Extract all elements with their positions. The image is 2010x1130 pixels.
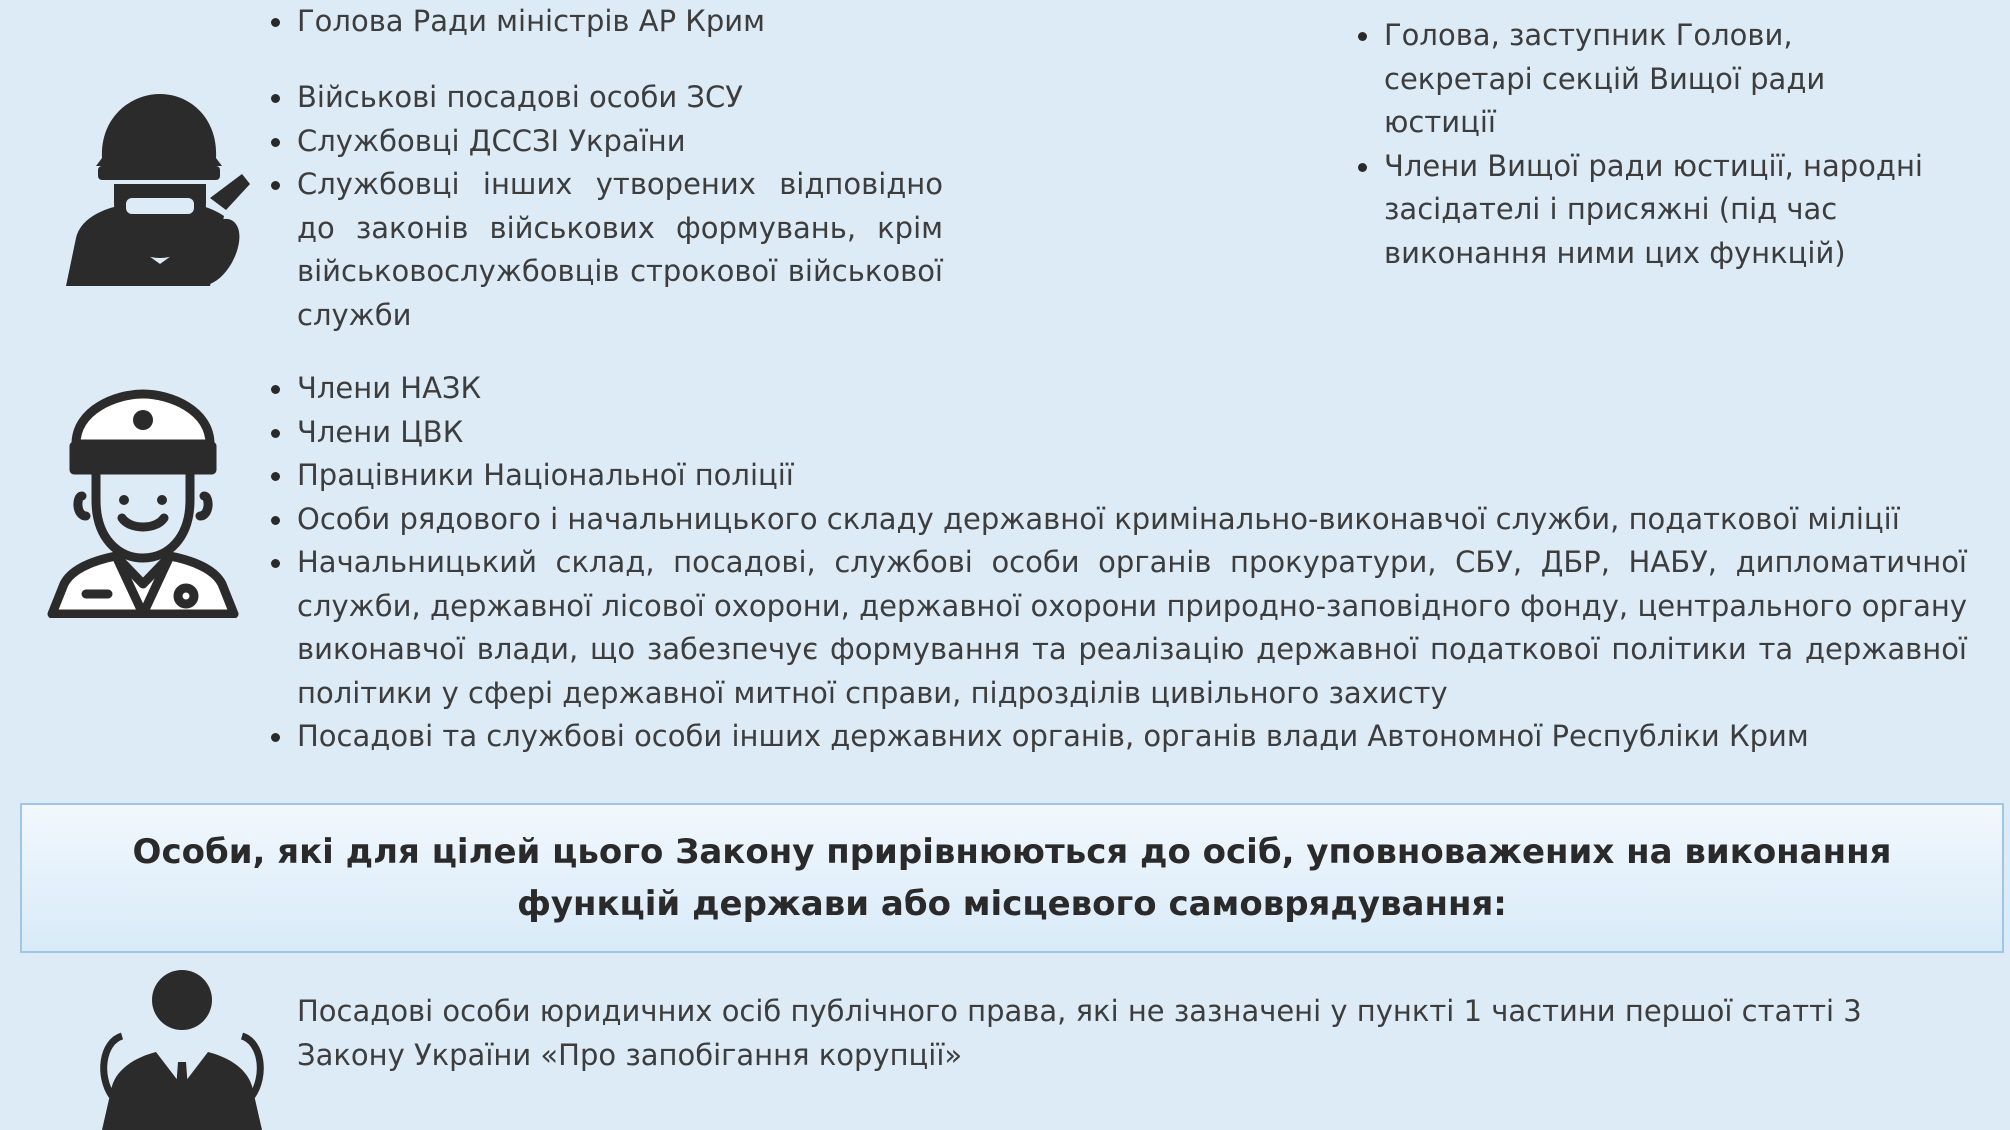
list-item: Голова, заступник Голови, секретарі секцій Вищої ради юстиції	[1384, 14, 1944, 145]
list-item: Члени ЦВК	[297, 411, 1967, 455]
list-item: Члени НАЗК	[297, 367, 1967, 411]
officer-list	[297, 367, 1967, 759]
top-left-list	[297, 0, 997, 44]
list-item: Начальницький склад, посадові, службові особи органів прокуратури, СБУ, ДБР, НАБУ, дипломатичної служби, державної лісової охорони, державної охорони природно-заповідного фонду, центрального органу виконавчої влади, що забезпечує формування та реалізацію державної податкової політики та державної політики у сфері державної митної справи, підрозділів цивільного захисту	[297, 541, 1967, 715]
list-item: Члени Вищої ради юстиції, народні засідателі і присяжні (під час виконання ними цих функцій)	[1384, 145, 1944, 276]
list-item: Службовці ДССЗІ України	[297, 120, 943, 164]
businessman-icon	[92, 966, 272, 1130]
list-item: Посадові та службові особи інших державних органів, органів влади Автономної Республіки Крим	[297, 715, 1967, 759]
list-item: Службовці інших утворених відповідно до законів військових формувань, крім військовослужбовців строкової військової служби	[297, 163, 943, 337]
police-officer-icon	[46, 388, 241, 618]
list-item: Голова Ради міністрів АР Крим	[297, 0, 997, 44]
military-list	[297, 76, 943, 337]
section-banner	[20, 803, 2004, 953]
soldier-icon	[60, 88, 255, 288]
list-item: Особи рядового і начальницького складу державної кримінально-виконавчої служби, податкової міліції	[297, 498, 1967, 542]
public-law-text: Посадові особи юридичних осіб публічного права, які не зазначені у пункті 1 частини першої статті 3 Закону України «Про запобігання корупції»	[297, 994, 1862, 1072]
banner-text: Особи, які для цілей цього Закону прирівнюються до осіб, уповноважених на виконання функцій держави або місцевого самоврядування:	[132, 832, 1892, 924]
right-list	[1384, 14, 1944, 275]
list-item: Військові посадові особи ЗСУ	[297, 76, 943, 120]
list-item: Працівники Національної поліції	[297, 454, 1967, 498]
